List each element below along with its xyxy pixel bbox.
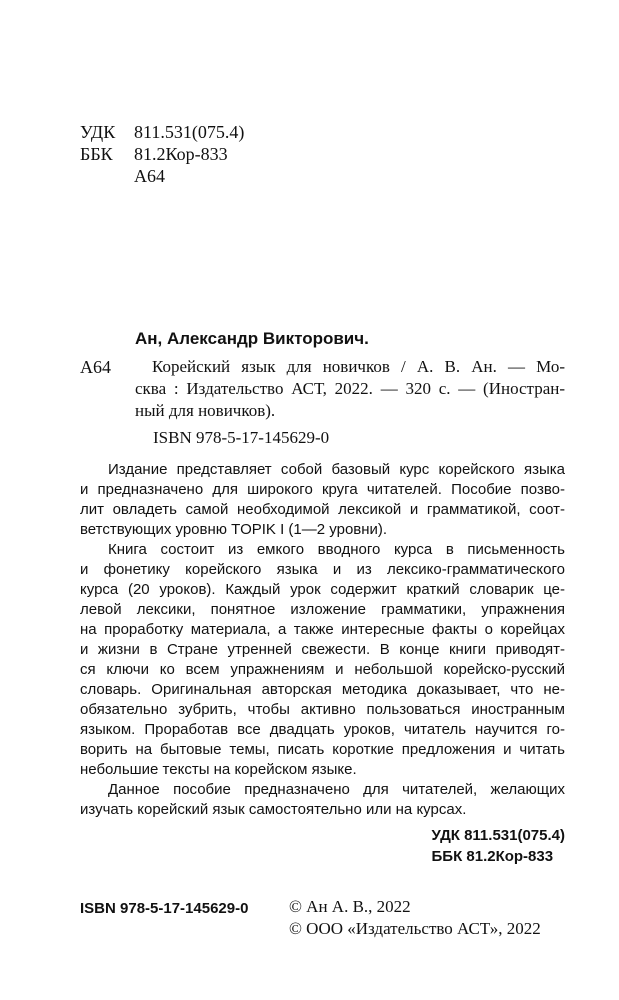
annotation-line: ворить на бытовые темы, писать короткие предложения и читать <box>80 741 565 758</box>
annotation-line: ся ключи ко всем упражнениям и небольшой корейско-русский <box>80 661 565 678</box>
udk-line <box>80 121 244 143</box>
annotation <box>80 460 565 820</box>
udk-label: УДК <box>80 122 116 142</box>
annotation-line: изучать корейский язык самостоятельно или на курсах. <box>80 801 467 818</box>
description-line: сква : Издательство АСТ, 2022. — 320 с. — (Иностран- <box>135 379 565 398</box>
author-sign-line <box>80 165 244 187</box>
annotation-line: словарь. Оригинальная авторская методика доказывает, что не- <box>80 681 565 698</box>
bottom-classification <box>432 825 566 867</box>
footer-isbn: ISBN 978-5-17-145629-0 <box>80 900 249 917</box>
annotation-line: обязательно зубрить, чтобы активно пользоваться иностранным <box>80 701 565 718</box>
annotation-line: Данное пособие предназначено для читателей, желающих <box>108 781 565 798</box>
annotation-line: языком. Проработав все двадцать уроков, читатель научится го- <box>80 721 565 738</box>
top-author-sign: А64 <box>134 166 165 186</box>
isbn-entry: ISBN 978-5-17-145629-0 <box>153 428 330 447</box>
author-sign-margin: А64 <box>80 357 111 377</box>
bbk-line <box>80 143 244 165</box>
bottom-bbk: ББК 81.2Кор-833 <box>431 848 554 865</box>
udk-value: 811.531(075.4) <box>134 122 245 142</box>
footer-copyrights <box>289 896 541 940</box>
annotation-line: ветствующих уровню TOPIK I (1—2 уровни). <box>80 521 388 538</box>
description-line: Корейский язык для новичков / А. В. Ан. — Мо- <box>152 357 565 376</box>
bottom-udk: УДК 811.531(075.4) <box>431 827 565 844</box>
copyright-author: © Ан А. В., 2022 <box>289 897 411 916</box>
annotation-line: и предназначено для широкого круга читателей. Пособие позво- <box>80 481 565 498</box>
copyright-publisher: © ООО «Издательство АСТ», 2022 <box>289 919 541 938</box>
description-line: ный для новичков). <box>135 401 276 420</box>
annotation-line: левой лексики, понятное изложение грамматики, упражнения <box>80 601 565 618</box>
annotation-line: Книга состоит из емкого вводного курса в письменность <box>108 541 565 558</box>
author-heading: Ан, Александр Викторович. <box>135 329 369 348</box>
bibliographic-description <box>135 356 565 422</box>
annotation-line: лит овладеть самой необходимой лексикой и грамматикой, соот- <box>80 501 565 518</box>
bbk-value: 81.2Кор-833 <box>134 144 228 164</box>
bbk-label: ББК <box>80 144 113 164</box>
annotation-line: и жизни в Стране утренней свежести. В конце книги приводят- <box>80 641 565 658</box>
annotation-line: небольшие тексты на корейском языке. <box>80 761 357 778</box>
annotation-line: курса (20 уроков). Каждый урок содержит краткий словарик це- <box>80 581 565 598</box>
top-classification <box>80 121 244 187</box>
annotation-line: Издание представляет собой базовый курс корейского языка <box>108 461 565 478</box>
annotation-line: и фонетику корейского языка и из лексико-грамматического <box>80 561 565 578</box>
annotation-line: на проработку материала, а также интересные факты о корейцах <box>80 621 565 638</box>
